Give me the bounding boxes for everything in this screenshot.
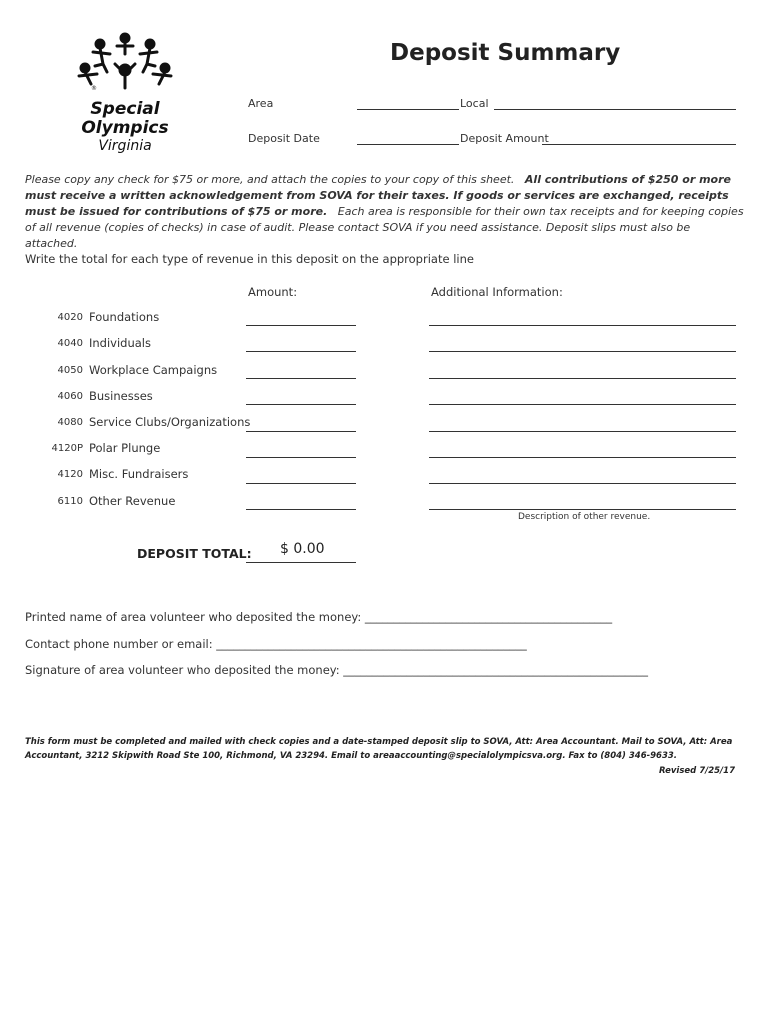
revenue-name: Foundations xyxy=(89,310,160,324)
amount-field[interactable] xyxy=(246,457,356,458)
revenue-name: Businesses xyxy=(89,389,153,403)
printed-name-line[interactable]: Printed name of area volunteer who deposited the money: ___________________________________________ xyxy=(25,610,613,624)
footer-instructions: This form must be completed and mailed with check copies and a date-stamped deposit slip to SOVA, Att: Area Accountant. Mail to SOVA, Att: Area Accountant, 3212 Skipwith Road Ste 100, Richmond, VA 23294. Email to areaaccounting@specialolympicsva.org. Fax to (804) 346-9633. xyxy=(25,737,733,761)
logo-line-virginia: Virginia xyxy=(98,138,152,154)
revenue-code: 4080 xyxy=(57,417,83,428)
write-total-instruction: Write the total for each type of revenue in this deposit on the appropriate line xyxy=(25,252,474,266)
info-field[interactable] xyxy=(429,483,736,484)
other-revenue-note: Description of other revenue. xyxy=(518,512,651,522)
amount-field[interactable] xyxy=(246,509,356,510)
revenue-name: Individuals xyxy=(89,336,151,350)
amount-field[interactable] xyxy=(246,325,356,326)
revenue-code: 4020 xyxy=(57,312,83,323)
amount-field[interactable] xyxy=(246,431,356,432)
revenue-name: Polar Plunge xyxy=(89,441,161,455)
olympics-figures-icon xyxy=(55,30,195,92)
info-field[interactable] xyxy=(429,509,736,510)
revenue-name: Service Clubs/Organizations xyxy=(89,415,251,429)
deposit-total-label: DEPOSIT TOTAL: xyxy=(137,546,252,561)
revenue-code: 4040 xyxy=(57,338,83,349)
amount-field[interactable] xyxy=(246,351,356,352)
logo-line-olympics: Olympics xyxy=(81,118,169,138)
amount-field[interactable] xyxy=(246,378,356,379)
logo-line-special: Special xyxy=(90,99,160,119)
deposit-total-field xyxy=(246,562,356,563)
logo xyxy=(55,30,195,155)
amount-field[interactable] xyxy=(246,404,356,405)
svg-text:®: ® xyxy=(91,85,97,92)
instructions-part2: All contributions of $250 or more must receive a written acknowledgement from SOVA for their taxes. If goods or services are exchanged, receipts must be issued for contributions of $75 or more. xyxy=(25,173,731,218)
amount-field[interactable] xyxy=(246,483,356,484)
revenue-name: Other Revenue xyxy=(89,494,176,508)
signature-line[interactable]: Signature of area volunteer who deposited the money: _____________________________________________________ xyxy=(25,663,649,677)
revenue-code: 4050 xyxy=(57,365,83,376)
info-field[interactable] xyxy=(429,457,736,458)
area-label: Area xyxy=(248,97,274,110)
instructions-part3: Each area is responsible for their own tax receipts and for keeping copies of all revenue (copies of checks) in case of audit. Please contact SOVA if you need assistance. Deposit slips must also be attached. xyxy=(25,205,744,250)
deposit-date-label: Deposit Date xyxy=(248,132,320,145)
deposit-date-field[interactable] xyxy=(357,144,459,145)
deposit-amount-label: Deposit Amount xyxy=(460,132,549,145)
contact-line[interactable]: Contact phone number or email: ______________________________________________________ xyxy=(25,637,527,651)
deposit-amount-field[interactable] xyxy=(542,144,736,145)
instructions-part1: Please copy any check for $75 or more, and attach the copies to your copy of this sheet. xyxy=(25,173,515,186)
additional-info-column-header: Additional Information: xyxy=(431,285,563,299)
area-field[interactable] xyxy=(357,109,459,110)
info-field[interactable] xyxy=(429,351,736,352)
revenue-code: 4060 xyxy=(57,391,83,402)
revenue-code: 6110 xyxy=(57,496,83,507)
deposit-total-value[interactable]: $ 0.00 xyxy=(280,541,325,557)
revenue-code: 4120P xyxy=(51,443,83,454)
page-title: Deposit Summary xyxy=(390,40,621,66)
revenue-name: Workplace Campaigns xyxy=(89,363,218,377)
revenue-name: Misc. Fundraisers xyxy=(89,467,189,481)
revenue-code: 4120 xyxy=(57,469,83,480)
instructions-paragraph xyxy=(25,172,745,252)
info-field[interactable] xyxy=(429,431,736,432)
info-field[interactable] xyxy=(429,404,736,405)
amount-column-header: Amount: xyxy=(248,285,298,299)
local-field[interactable] xyxy=(494,109,736,110)
revised-date: Revised 7/25/17 xyxy=(659,766,735,776)
info-field[interactable] xyxy=(429,325,736,326)
local-label: Local xyxy=(460,97,489,110)
info-field[interactable] xyxy=(429,378,736,379)
